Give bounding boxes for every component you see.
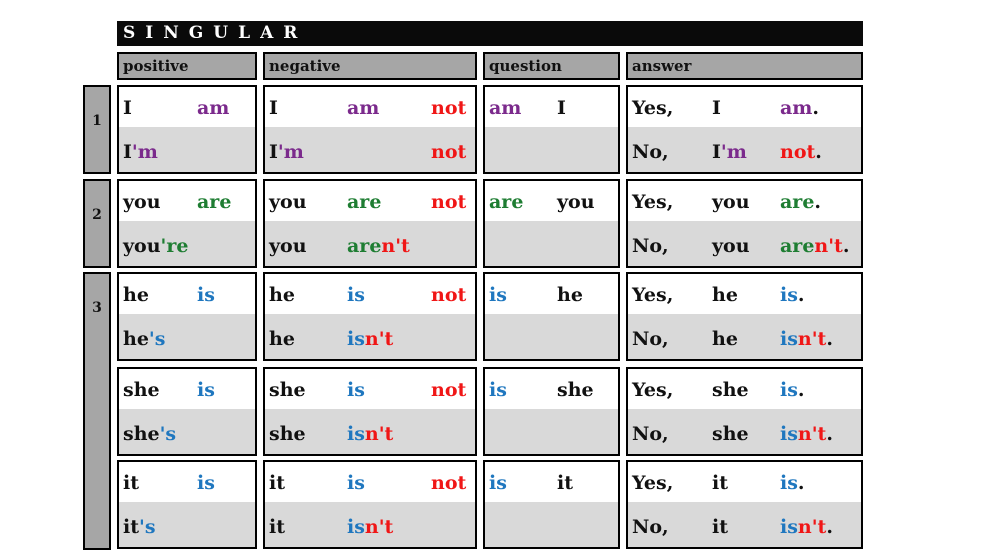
answer-no-verb-part: . [826, 328, 833, 350]
question-verb: are [489, 191, 524, 213]
answer-yes-verb [780, 97, 819, 119]
table-title: SINGULAR [117, 21, 863, 46]
header-positive: positive [117, 52, 257, 80]
answer-yes-verb-part: is [780, 472, 798, 494]
positive-verb: is [197, 472, 215, 494]
person-number-1: 1 [83, 85, 111, 174]
answer-yes-verb-part: . [812, 97, 820, 119]
question-cell [483, 272, 620, 361]
answer-no-verb-part: is [780, 328, 798, 350]
positive-verb: are [197, 191, 232, 213]
answer-no-verb [780, 516, 833, 538]
person-number-2: 2 [83, 179, 111, 268]
negative-short-verb-part: n't [364, 423, 394, 445]
positive-contraction [123, 141, 158, 163]
answer-no-verb [780, 235, 849, 257]
answer-no-pronoun: you [712, 235, 750, 257]
negative-cell [263, 367, 477, 456]
answer-yes-verb [780, 472, 805, 494]
negative-short-pronoun: you [269, 235, 307, 257]
positive-contraction-part: you [123, 235, 161, 257]
negative-pronoun: she [269, 379, 306, 401]
positive-verb: is [197, 284, 215, 306]
negative-short-pronoun: he [269, 328, 295, 350]
positive-contraction-part: 's [148, 328, 166, 350]
positive-pronoun: I [123, 97, 132, 119]
answer-yes-pronoun: it [712, 472, 728, 494]
question-verb: is [489, 472, 507, 494]
negative-contraction [269, 141, 304, 163]
negative-contraction-part: I [269, 141, 278, 163]
positive-contraction-part: 's [139, 516, 156, 538]
answer-no-verb-part: is [780, 423, 798, 445]
negative-verb: is [347, 472, 365, 494]
negative-short-verb [347, 423, 393, 445]
short-form-row [485, 502, 618, 547]
positive-contraction-part: 'm [131, 141, 158, 163]
negative-contraction-part: 'm [277, 141, 304, 163]
answer-yes: Yes, [632, 472, 674, 494]
answer-yes-verb [780, 191, 821, 213]
positive-verb: is [197, 379, 215, 401]
negative-cell [263, 179, 477, 268]
answer-no-pronoun: it [712, 516, 728, 538]
question-pronoun: it [557, 472, 573, 494]
answer-yes-verb-part: . [797, 472, 805, 494]
answer-cell [626, 179, 863, 268]
answer-no: No, [632, 235, 669, 257]
answer-yes-verb [780, 284, 805, 306]
positive-contraction [123, 423, 176, 445]
negative-cell [263, 460, 477, 549]
answer-yes: Yes, [632, 284, 674, 306]
positive-cell [117, 272, 257, 361]
header-question: question [483, 52, 620, 80]
positive-pronoun: he [123, 284, 149, 306]
answer-yes-verb-part: am [780, 97, 813, 119]
answer-yes-pronoun: he [712, 284, 738, 306]
answer-no-verb-part: . [815, 141, 822, 163]
negative-not: not [431, 191, 467, 213]
negative-not: not [431, 97, 467, 119]
answer-yes: Yes, [632, 191, 674, 213]
short-form-row [485, 314, 618, 359]
answer-no-verb-part: is [780, 516, 798, 538]
negative-short-verb-part: n't [364, 328, 394, 350]
answer-no-verb-part: not [780, 141, 816, 163]
positive-contraction-part: she [123, 423, 160, 445]
positive-contraction-part: it [123, 516, 139, 538]
answer-no-verb-part: n't [797, 328, 827, 350]
answer-no-verb [780, 328, 833, 350]
question-verb: is [489, 284, 507, 306]
negative-short-verb [347, 235, 410, 257]
answer-yes-verb-part: . [797, 379, 805, 401]
positive-contraction [123, 235, 188, 257]
positive-contraction-part: I [123, 141, 132, 163]
question-cell [483, 367, 620, 456]
answer-no: No, [632, 423, 669, 445]
negative-not: not [431, 379, 467, 401]
answer-no-pronoun: he [712, 328, 738, 350]
short-form-row [485, 221, 618, 266]
question-pronoun: you [557, 191, 595, 213]
negative-short-pronoun: it [269, 516, 285, 538]
answer-no-contraction [712, 141, 747, 163]
positive-verb: am [197, 97, 230, 119]
answer-cell [626, 272, 863, 361]
positive-cell [117, 179, 257, 268]
negative-short-verb [347, 516, 393, 538]
full-form-row [119, 462, 255, 502]
negative-short-not: not [431, 141, 467, 163]
question-cell [483, 460, 620, 549]
positive-cell [117, 85, 257, 174]
answer-yes-verb [780, 379, 805, 401]
positive-cell [117, 460, 257, 549]
answer-no-contraction-part: 'm [720, 141, 747, 163]
answer-cell [626, 367, 863, 456]
answer-yes: Yes, [632, 379, 674, 401]
person-number-3: 3 [83, 272, 111, 550]
answer-yes-verb-part: are [780, 191, 815, 213]
negative-short-verb-part: is [347, 516, 365, 538]
negative-verb: am [347, 97, 380, 119]
header-negative: negative [263, 52, 477, 80]
negative-not: not [431, 472, 467, 494]
answer-cell [626, 85, 863, 174]
answer-no-verb-part: . [842, 235, 850, 257]
positive-contraction-part: 're [160, 235, 189, 257]
answer-yes-verb-part: is [780, 379, 798, 401]
question-cell [483, 85, 620, 174]
answer-no-verb-part: are [780, 235, 815, 257]
answer-no-pronoun: she [712, 423, 749, 445]
negative-verb: is [347, 379, 365, 401]
answer-yes-verb-part: is [780, 284, 798, 306]
answer-no-verb-part: . [826, 423, 833, 445]
negative-short-verb-part: n't [381, 235, 410, 257]
answer-no-verb-part: n't [797, 423, 827, 445]
negative-short-pronoun: she [269, 423, 306, 445]
answer-no-verb-part: . [826, 516, 833, 538]
positive-pronoun: you [123, 191, 161, 213]
negative-short-verb-part: is [347, 423, 365, 445]
negative-cell [263, 85, 477, 174]
answer-no: No, [632, 516, 669, 538]
answer-no-verb [780, 141, 822, 163]
question-pronoun: she [557, 379, 594, 401]
answer-yes-verb-part: . [797, 284, 805, 306]
answer-yes: Yes, [632, 97, 674, 119]
positive-pronoun: it [123, 472, 139, 494]
negative-short-verb-part: are [347, 235, 382, 257]
negative-short-verb-part: is [347, 328, 365, 350]
header-answer: answer [626, 52, 863, 80]
answer-no-contraction-part: I [712, 141, 721, 163]
question-verb: am [489, 97, 522, 119]
question-cell [483, 179, 620, 268]
answer-yes-pronoun: I [712, 97, 721, 119]
question-pronoun: I [557, 97, 566, 119]
answer-no: No, [632, 328, 669, 350]
positive-cell [117, 367, 257, 456]
negative-short-verb [347, 328, 393, 350]
answer-yes-pronoun: you [712, 191, 750, 213]
answer-no-verb [780, 423, 833, 445]
positive-contraction-part: he [123, 328, 149, 350]
answer-yes-pronoun: she [712, 379, 749, 401]
negative-pronoun: you [269, 191, 307, 213]
negative-verb: are [347, 191, 382, 213]
full-form-row [119, 87, 255, 127]
question-pronoun: he [557, 284, 583, 306]
negative-short-verb-part: n't [364, 516, 394, 538]
answer-no-verb-part: n't [814, 235, 843, 257]
answer-no-verb-part: n't [797, 516, 827, 538]
answer-no: No, [632, 141, 669, 163]
question-verb: is [489, 379, 507, 401]
negative-cell [263, 272, 477, 361]
answer-yes-verb-part: . [814, 191, 822, 213]
answer-cell [626, 460, 863, 549]
negative-verb: is [347, 284, 365, 306]
negative-pronoun: he [269, 284, 295, 306]
positive-contraction [123, 516, 156, 538]
short-form-row [485, 409, 618, 454]
negative-pronoun: I [269, 97, 278, 119]
negative-not: not [431, 284, 467, 306]
positive-contraction-part: 's [159, 423, 177, 445]
positive-pronoun: she [123, 379, 160, 401]
negative-pronoun: it [269, 472, 285, 494]
short-form-row [485, 127, 618, 172]
positive-contraction [123, 328, 165, 350]
